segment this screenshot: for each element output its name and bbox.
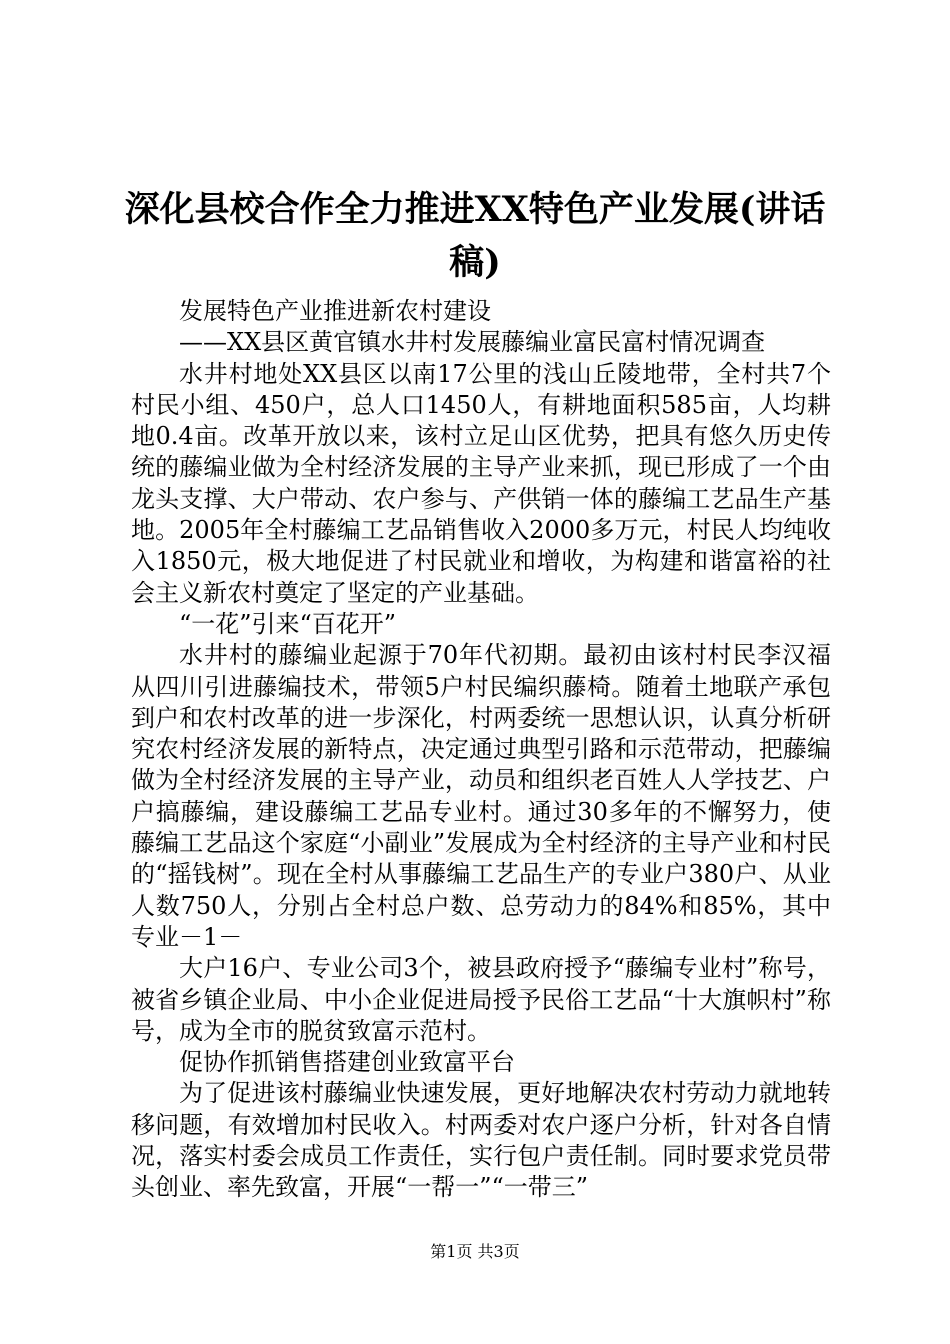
title-line-2: 稿): [449, 242, 501, 283]
page-footer: 第1页 共3页: [430, 1242, 520, 1261]
subtitle-byline: ——XX县区黄官镇水井村发展藤编业富民富村情况调查: [179, 328, 766, 357]
title-line-1: 深化县校合作全力推进XX特色产业发展(讲话: [124, 189, 826, 230]
body-paragraph: 大户16户、专业公司3个，被县政府授予“藤编专业村”称号，被省乡镇企业局、中小企业促进局授予民俗工艺品“十大旗帜村”称号，成为全市的脱贫致富示范村。: [131, 954, 831, 1045]
document-title: [0, 183, 950, 289]
section-heading: “一花”引来“百花开”: [179, 609, 397, 638]
body-paragraph: 水井村的藤编业起源于70年代初期。最初由该村村民李汉福从四川引进藤编技术，带领5户村民编织藤椅。随着土地联产承包到户和农村改革的进一步深化，村两委统一思想认识，认真分析研究农村经济发展的新特点，决定通过典型引路和示范带动，把藤编做为全村经济发展的主导产业，动员和组织老百姓人人学技艺、户户搞藤编，建设藤编工艺品专业村。通过30多年的不懈努力，使藤编工艺品这个家庭“小副业”发展成为全村经济的主导产业和村民的“摇钱树”。现在全村从事藤编工艺品生产的专业户380户、从业人数750人，分别占全村总户数、总劳动力的84%和85%，其中专业－1－: [131, 641, 831, 951]
body-paragraph: 为了促进该村藤编业快速发展，更好地解决农村劳动力就地转移问题，有效增加村民收入。村两委对农户逐户分析，针对各自情况，落实村委会成员工作责任，实行包户责任制。同时要求党员带头创业、率先致富，开展“一帮一”“一带三”: [131, 1079, 831, 1202]
document-body: [131, 296, 831, 1204]
body-paragraph: 水井村地处XX县区以南17公里的浅山丘陵地带，全村共7个村民小组、450户，总人口1450人，有耕地面积585亩，人均耕地0.4亩。改革开放以来，该村立足山区优势，把具有悠久历史传统的藤编业做为全村经济发展的主导产业来抓，现已形成了一个由龙头支撑、大户带动、农户参与、产供销一体的藤编工艺品生产基地。2005年全村藤编工艺品销售收入2000多万元，村民人均纯收入1850元，极大地促进了村民就业和增收，为构建和谐富裕的社会主义新农村奠定了坚定的产业基础。: [131, 359, 831, 607]
section-heading: 促协作抓销售搭建创业致富平台: [179, 1048, 515, 1077]
subtitle-heading: 发展特色产业推进新农村建设: [179, 297, 491, 325]
